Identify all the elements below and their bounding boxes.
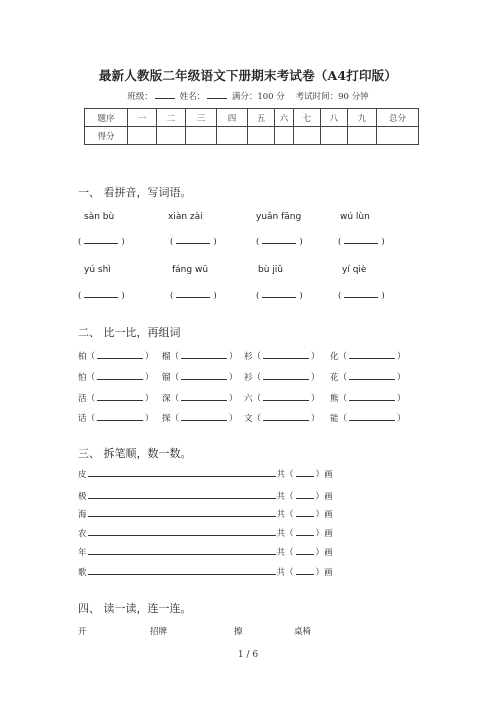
stroke-row[interactable]: 年 共（ ）画 [78, 548, 333, 558]
word-group-item[interactable]: 能（ ） [330, 414, 406, 424]
name-blank[interactable] [207, 90, 227, 99]
cell-header: 九 [348, 109, 377, 127]
pinyin: sàn bù [84, 212, 115, 222]
word-group-item[interactable]: 探（ ） [162, 414, 238, 424]
cell-score[interactable] [275, 127, 294, 145]
cell-score[interactable] [294, 127, 321, 145]
cell-header: 七 [294, 109, 321, 127]
page-number: 1 / 6 [237, 650, 259, 660]
link-word[interactable]: 擦 [234, 627, 243, 637]
cell-header: 六 [275, 109, 294, 127]
answer-blank[interactable]: ( ) [78, 291, 125, 301]
cell-header: 二 [157, 109, 186, 127]
cell-score[interactable] [186, 127, 217, 145]
page-title: 最新人教版二年级语文下册期末考试卷（A4打印版） [98, 68, 398, 83]
answer-blank[interactable]: ( ) [78, 237, 125, 247]
exam-info [0, 90, 496, 102]
cell-score[interactable] [348, 127, 377, 145]
cell-header: 四 [217, 109, 248, 127]
stroke-row[interactable]: 歌 共（ ）画 [78, 568, 333, 578]
word-group-item[interactable]: 六（ ） [244, 394, 320, 404]
score-table [84, 108, 419, 145]
name-label: 姓名： [179, 92, 206, 102]
section-3-heading: 三、 拆笔顺，数一数。 [78, 447, 192, 460]
cell-score[interactable] [248, 127, 275, 145]
word-group-item[interactable]: 文（ ） [244, 414, 320, 424]
word-group-item[interactable]: 深（ ） [162, 394, 238, 404]
word-group-item[interactable]: 衫（ ） [244, 373, 320, 383]
answer-blank[interactable]: ( ) [256, 237, 303, 247]
cell-score[interactable] [321, 127, 348, 145]
stroke-row[interactable]: 极 共（ ）画 [78, 492, 333, 502]
score-table-header-row [85, 109, 419, 127]
cell-score[interactable] [377, 127, 419, 145]
stroke-row[interactable]: 皮 共（ ）画 [78, 470, 333, 480]
full-score: 满分：100 分 [231, 92, 285, 102]
link-word[interactable]: 开 [78, 627, 87, 637]
pinyin: wú lùn [340, 212, 370, 222]
word-group-item[interactable]: 熊（ ） [330, 394, 406, 404]
pinyin: fáng wū [172, 265, 209, 275]
answer-blank[interactable]: ( ) [170, 291, 217, 301]
answer-blank[interactable]: ( ) [338, 237, 385, 247]
pinyin: yuǎn fāng [256, 212, 302, 222]
word-group-item[interactable]: 话（ ） [78, 414, 154, 424]
cell-header: 八 [321, 109, 348, 127]
cell-header: 三 [186, 109, 217, 127]
class-blank[interactable] [155, 90, 175, 99]
cell-score[interactable] [128, 127, 157, 145]
word-group-item[interactable]: 怕（ ） [78, 373, 154, 383]
cell-score[interactable] [217, 127, 248, 145]
section-2-heading: 二、 比一比，再组词 [78, 326, 181, 339]
pinyin: bù jiǔ [258, 265, 283, 275]
stroke-row[interactable]: 海 共（ ）画 [78, 510, 333, 520]
pinyin: yú shì [84, 265, 111, 275]
cell-score-label: 得分 [85, 127, 128, 145]
cell-header: 总分 [377, 109, 419, 127]
cell-header: 一 [128, 109, 157, 127]
answer-blank[interactable]: ( ) [256, 291, 303, 301]
answer-blank[interactable]: ( ) [338, 291, 385, 301]
link-word[interactable]: 桌椅 [294, 627, 312, 637]
word-group-item[interactable]: 柏（ ） [78, 352, 154, 362]
word-group-item[interactable]: 化（ ） [330, 352, 406, 362]
word-group-item[interactable]: 活（ ） [78, 394, 154, 404]
cell-score[interactable] [157, 127, 186, 145]
word-group-item[interactable]: 花（ ） [330, 373, 406, 383]
cell-header: 五 [248, 109, 275, 127]
word-group-item[interactable]: 杉（ ） [244, 352, 320, 362]
section-4-heading: 四、 读一读，连一连。 [78, 602, 192, 615]
pinyin: yí qiè [342, 265, 367, 275]
cell-header: 题序 [85, 109, 128, 127]
stroke-row[interactable]: 农 共（ ）画 [78, 529, 333, 539]
class-label: 班级： [127, 92, 153, 102]
pinyin: xiàn zài [168, 212, 203, 222]
link-word[interactable]: 招牌 [150, 627, 168, 637]
word-group-item[interactable]: 镏（ ） [162, 373, 238, 383]
exam-time: 考试时间：90 分钟 [295, 92, 369, 102]
score-table-score-row [85, 127, 419, 145]
word-group-item[interactable]: 榴（ ） [162, 352, 238, 362]
section-1-heading: 一、 看拼音，写词语。 [78, 186, 192, 199]
answer-blank[interactable]: ( ) [170, 237, 217, 247]
